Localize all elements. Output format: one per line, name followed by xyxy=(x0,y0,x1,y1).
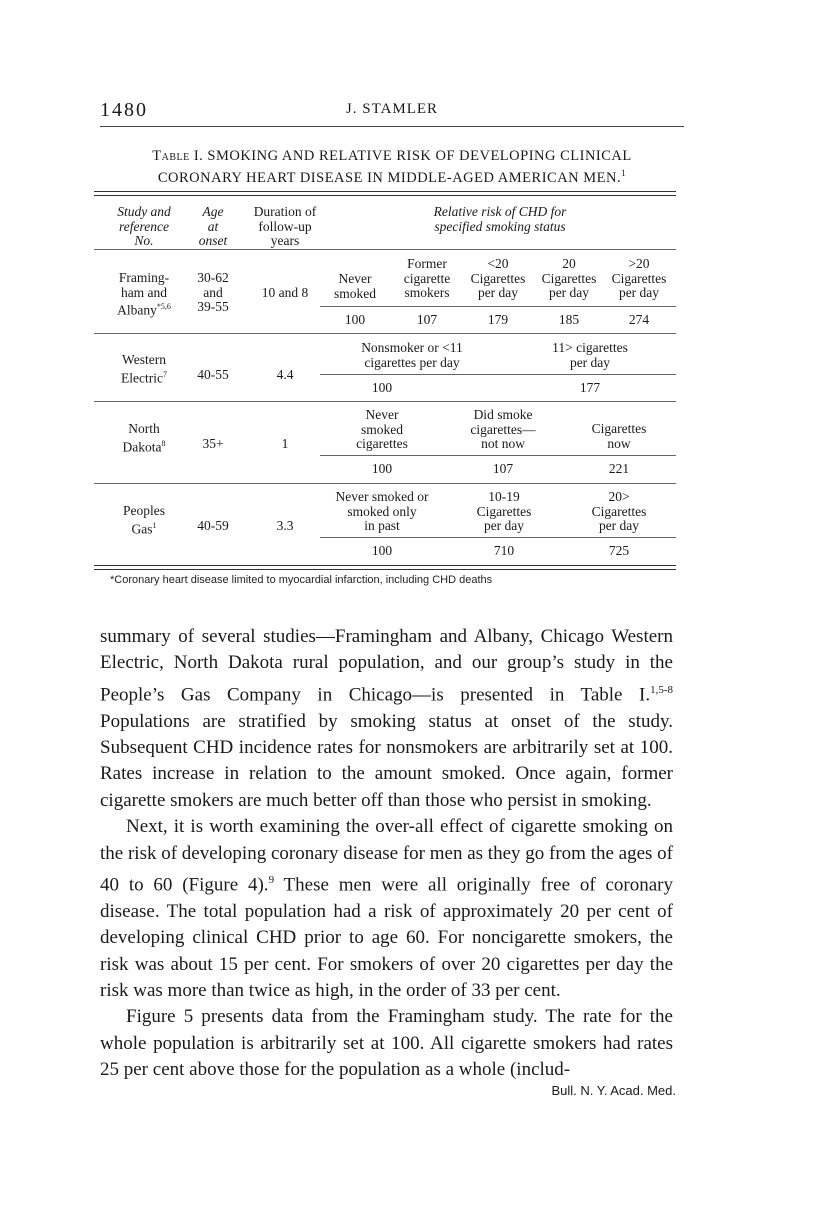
paragraph-1: summary of several studies—Framingham and Albany, Chicago Western Electric, North Dakota rural population, and our group’s study in the People’s Gas Company in Chicago—is presented in Table I.$^{1,5-8}$ Populations are stratified by smoking status at onset of the study. Subsequent CHD incidence rates for nonsmokers are arbitrarily set at 100. Rates increase in relation to the amount smoked. Once again, former cigarette smokers are much better off than those who persist in smoking. xyxy=(100,626,673,811)
table-bottom-rule xyxy=(94,565,676,566)
page-header xyxy=(100,99,684,125)
dakota-value-rule xyxy=(320,455,676,456)
dakota-value-did-smoke: 107 xyxy=(492,461,514,476)
western-value-rule xyxy=(320,374,676,375)
duration-framingham: 10 and 8 xyxy=(261,285,309,300)
western-value-smoker: 177 xyxy=(579,380,601,395)
study-western-electric: Western Electric$^7$ xyxy=(121,352,167,385)
framingham-value-never: 100 xyxy=(344,312,366,327)
dakota-value-never: 100 xyxy=(371,461,393,476)
running-head: J. STAMLER xyxy=(345,101,439,117)
paragraph-2: Next, it is worth examining the over-all effect of cigarette smoking on the risk of developing coronary disease for men as they go from the ages of 40 to 60 (Figure 4).$^9$ These men were all originally free of coronary disease. The total population had a risk of approximately 20 per cent of developing clinical CHD prior to age 60. For noncigarette smokers, the risk was about 15 per cent. For smokers of over 20 cigarettes per day the risk was more than twice as high, in the order of 33 per cent. xyxy=(100,816,673,1001)
study-north-dakota: North Dakota$^8$ xyxy=(122,421,166,454)
age-framingham: 30-62 and 39-55 xyxy=(197,270,229,314)
table-top-rule xyxy=(94,191,676,192)
table-title-ref: 1 xyxy=(621,168,627,178)
study-framingham: Framing- ham and Albany$^{*5,6}$ xyxy=(117,270,171,318)
framingham-col-lt20: <20 Cigarettes per day xyxy=(470,256,526,300)
peoples-value-never: 100 xyxy=(371,543,393,558)
duration-western: 4.4 xyxy=(276,367,294,382)
paragraph-3: Figure 5 presents data from the Framingham study. The rate for the whole population is arbitrarily set at 100. All cigarette smokers had rates 25 per cent above those for the population as a whole (includ- xyxy=(100,1006,673,1081)
journal-citation: Bull. N. Y. Acad. Med. xyxy=(551,1083,676,1098)
dakota-col-now: Cigarettes now xyxy=(591,421,647,451)
framingham-value-gt20: 274 xyxy=(628,312,650,327)
western-col-nonsmoker: Nonsmoker or <11 cigarettes per day xyxy=(361,340,463,370)
western-col-smoker: 11> cigarettes per day xyxy=(552,340,628,370)
study-peoples-gas: Peoples Gas$^1$ xyxy=(123,503,165,536)
header-rule xyxy=(100,126,684,127)
peoples-value-10-19: 710 xyxy=(493,543,515,558)
body-text xyxy=(100,624,673,1084)
table-title xyxy=(100,148,684,187)
dakota-col-did-smoke: Did smoke cigarettes— not now xyxy=(470,407,536,451)
framingham-value-former: 107 xyxy=(416,312,438,327)
peoples-col-never: Never smoked or smoked only in past xyxy=(335,489,429,533)
table-bottom-rule-2 xyxy=(94,569,676,570)
col-head-age: Age at onset xyxy=(198,204,228,248)
framingham-value-20: 185 xyxy=(558,312,580,327)
peoples-col-10-19: 10-19 Cigarettes per day xyxy=(476,489,532,533)
framingham-value-rule xyxy=(320,306,676,307)
framingham-col-gt20: >20 Cigarettes per day xyxy=(611,256,667,300)
framingham-col-20: 20 Cigarettes per day xyxy=(541,256,597,300)
table-title-line2: CORONARY HEART DISEASE IN MIDDLE-AGED AMERICAN MEN. xyxy=(157,169,622,186)
age-western: 40-55 xyxy=(197,367,229,382)
row-rule-3 xyxy=(94,483,676,484)
col-head-relative-risk: Relative risk of CHD for specified smoking status xyxy=(433,204,567,234)
col-head-study: Study and reference No. xyxy=(117,204,171,248)
page-number: 1480 xyxy=(100,99,148,121)
age-peoples: 40-59 xyxy=(197,518,229,533)
head-rule xyxy=(94,249,676,250)
peoples-value-20: 725 xyxy=(608,543,630,558)
dakota-col-never: Never smoked cigarettes xyxy=(356,407,408,451)
table-top-rule-2 xyxy=(94,195,676,196)
row-rule-1 xyxy=(94,333,676,334)
framingham-col-never-smoked: Never smoked xyxy=(334,271,376,301)
age-dakota: 35+ xyxy=(202,436,224,451)
dakota-value-now: 221 xyxy=(608,461,630,476)
table-title-line1: SMOKING AND RELATIVE RISK OF DEVELOPING CLINICAL xyxy=(207,148,632,164)
framingham-value-lt20: 179 xyxy=(487,312,509,327)
peoples-value-rule xyxy=(320,537,676,538)
peoples-col-20: 20> Cigarettes per day xyxy=(591,489,647,533)
duration-dakota: 1 xyxy=(281,436,289,451)
table-title-lead: Table I. xyxy=(152,148,204,164)
row-rule-2 xyxy=(94,401,676,402)
table-footnote: *Coronary heart disease limited to myocardial infarction, including CHD deaths xyxy=(110,574,493,586)
col-head-duration: Duration of follow-up years xyxy=(253,204,317,248)
western-value-nonsmoker: 100 xyxy=(371,380,393,395)
framingham-col-former: Former cigarette smokers xyxy=(403,256,451,300)
duration-peoples: 3.3 xyxy=(276,518,294,533)
